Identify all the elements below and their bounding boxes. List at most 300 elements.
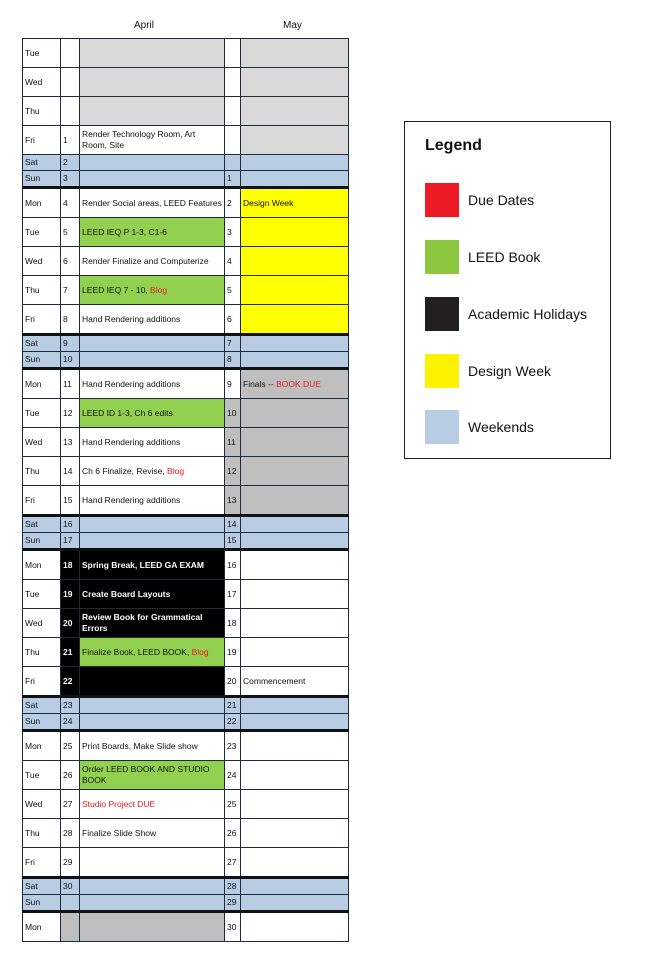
april-event bbox=[80, 638, 225, 667]
day-name-text: Thu bbox=[25, 465, 40, 476]
day-name-text: Wed bbox=[25, 76, 43, 87]
legend-box bbox=[404, 121, 611, 459]
may-date-text: 2 bbox=[227, 197, 232, 208]
may-event bbox=[241, 714, 349, 731]
may-date-text: 28 bbox=[227, 881, 237, 891]
day-name-text: Tue bbox=[25, 47, 40, 58]
day-name bbox=[23, 457, 61, 486]
calendar-row bbox=[23, 609, 349, 638]
may-date-text: 25 bbox=[227, 798, 237, 809]
day-name bbox=[23, 276, 61, 305]
april-event bbox=[80, 714, 225, 731]
legend-swatch bbox=[425, 240, 459, 274]
day-name bbox=[23, 761, 61, 790]
april-event-text: Review Book for Grammatical Errors bbox=[82, 612, 203, 633]
april-event bbox=[80, 848, 225, 878]
may-date-text: 5 bbox=[227, 284, 232, 295]
april-event-text: Hand Rendering additions bbox=[82, 313, 181, 324]
april-date bbox=[61, 638, 80, 667]
day-name-text: Sun bbox=[25, 173, 41, 183]
legend-label: LEED Book bbox=[468, 249, 541, 265]
day-name bbox=[23, 155, 61, 171]
day-name-text: Mon bbox=[25, 559, 42, 570]
legend-item bbox=[425, 410, 534, 444]
april-date-text: 26 bbox=[63, 769, 73, 780]
april-event bbox=[80, 912, 225, 942]
april-event-text: Ch 6 Finalize, Revise, bbox=[82, 465, 168, 476]
april-event bbox=[80, 97, 225, 126]
day-name-text: Sat bbox=[25, 519, 38, 529]
april-date bbox=[61, 714, 80, 731]
calendar-row bbox=[23, 428, 349, 457]
april-event-text: Finalize Slide Show bbox=[82, 827, 157, 838]
april-date bbox=[61, 516, 80, 533]
april-event bbox=[80, 428, 225, 457]
april-date bbox=[61, 486, 80, 516]
may-event bbox=[241, 580, 349, 609]
april-event-text: Finalize Book, LEED BOOK, bbox=[82, 646, 192, 657]
legend-label: Weekends bbox=[468, 419, 534, 435]
may-date-text: 14 bbox=[227, 519, 237, 529]
day-name-text: Thu bbox=[25, 284, 40, 295]
april-date-text: 28 bbox=[63, 827, 73, 838]
may-event bbox=[241, 638, 349, 667]
may-event bbox=[241, 609, 349, 638]
april-event-text: Order LEED BOOK AND STUDIO BOOK bbox=[82, 764, 210, 785]
may-date bbox=[225, 912, 241, 942]
may-header: May bbox=[283, 20, 302, 31]
calendar-row bbox=[23, 399, 349, 428]
april-event bbox=[80, 533, 225, 550]
april-date bbox=[61, 912, 80, 942]
april-event-highlight: Blog bbox=[167, 465, 185, 476]
april-date bbox=[61, 39, 80, 68]
may-date bbox=[225, 878, 241, 895]
april-date-text: 10 bbox=[63, 354, 73, 364]
calendar-row bbox=[23, 848, 349, 878]
day-name bbox=[23, 731, 61, 761]
day-name-text: Thu bbox=[25, 827, 40, 838]
may-date-text: 18 bbox=[227, 617, 237, 628]
may-date bbox=[225, 155, 241, 171]
day-name-text: Thu bbox=[25, 105, 40, 116]
may-event bbox=[241, 97, 349, 126]
calendar-row bbox=[23, 761, 349, 790]
april-date bbox=[61, 609, 80, 638]
april-event bbox=[80, 171, 225, 188]
calendar-row bbox=[23, 155, 349, 171]
may-event bbox=[241, 68, 349, 97]
may-date-text: 19 bbox=[227, 646, 237, 657]
day-name bbox=[23, 714, 61, 731]
calendar-row bbox=[23, 276, 349, 305]
legend-item bbox=[425, 354, 551, 388]
april-date-text: 8 bbox=[63, 313, 68, 324]
may-date bbox=[225, 667, 241, 697]
may-date bbox=[225, 335, 241, 352]
calendar-row bbox=[23, 39, 349, 68]
day-name bbox=[23, 428, 61, 457]
april-date-text: 4 bbox=[63, 197, 68, 208]
day-name-text: Sun bbox=[25, 897, 41, 907]
calendar-row bbox=[23, 697, 349, 714]
may-date-text: 1 bbox=[227, 173, 232, 183]
calendar-row bbox=[23, 97, 349, 126]
april-date-text: 11 bbox=[63, 378, 72, 389]
may-date bbox=[225, 188, 241, 218]
calendar-row bbox=[23, 305, 349, 335]
may-date bbox=[225, 550, 241, 580]
calendar-row bbox=[23, 550, 349, 580]
april-event-highlight: Studio Project DUE bbox=[82, 798, 156, 809]
april-event bbox=[80, 188, 225, 218]
may-event-text: Design Week bbox=[243, 197, 294, 208]
may-date bbox=[225, 895, 241, 912]
may-date-text: 16 bbox=[227, 559, 237, 570]
april-event-text: LEED IEQ 7 - 10, bbox=[82, 284, 151, 295]
day-name-text: Wed bbox=[25, 255, 43, 266]
april-event-text: Hand Rendering additions bbox=[82, 378, 181, 389]
april-event bbox=[80, 218, 225, 247]
may-date bbox=[225, 305, 241, 335]
day-name bbox=[23, 638, 61, 667]
may-event-text: Commencement bbox=[243, 675, 306, 686]
day-name bbox=[23, 895, 61, 912]
may-event bbox=[241, 126, 349, 155]
may-date bbox=[225, 97, 241, 126]
may-event bbox=[241, 697, 349, 714]
calendar-body bbox=[23, 39, 349, 942]
day-name-text: Sun bbox=[25, 354, 41, 364]
calendar-row bbox=[23, 68, 349, 97]
may-date bbox=[225, 819, 241, 848]
april-event bbox=[80, 550, 225, 580]
may-event bbox=[241, 486, 349, 516]
may-event bbox=[241, 761, 349, 790]
may-date bbox=[225, 276, 241, 305]
legend-label: Academic Holidays bbox=[468, 306, 588, 322]
april-event bbox=[80, 335, 225, 352]
may-event bbox=[241, 305, 349, 335]
may-event bbox=[241, 790, 349, 819]
calendar-row bbox=[23, 369, 349, 399]
may-date bbox=[225, 580, 241, 609]
may-date bbox=[225, 516, 241, 533]
april-date bbox=[61, 352, 80, 369]
day-name-text: Tue bbox=[25, 226, 40, 237]
april-event bbox=[80, 68, 225, 97]
day-name bbox=[23, 697, 61, 714]
legend-swatch bbox=[425, 297, 459, 331]
may-date bbox=[225, 790, 241, 819]
calendar-row bbox=[23, 352, 349, 369]
may-date-text: 15 bbox=[227, 535, 237, 545]
day-name-text: Wed bbox=[25, 436, 43, 447]
april-date-text: 2 bbox=[63, 157, 68, 167]
may-event bbox=[241, 276, 349, 305]
may-event bbox=[241, 667, 349, 697]
april-date bbox=[61, 171, 80, 188]
may-date bbox=[225, 731, 241, 761]
may-event bbox=[241, 247, 349, 276]
april-date-text: 17 bbox=[63, 535, 73, 545]
calendar-row bbox=[23, 533, 349, 550]
april-event bbox=[80, 580, 225, 609]
day-name bbox=[23, 533, 61, 550]
day-name bbox=[23, 305, 61, 335]
april-date bbox=[61, 848, 80, 878]
calendar-row bbox=[23, 580, 349, 609]
april-event-highlight: Blog bbox=[150, 284, 168, 295]
april-date-text: 21 bbox=[63, 646, 73, 657]
day-name bbox=[23, 819, 61, 848]
may-event-text: Finals -- bbox=[243, 378, 277, 389]
day-name bbox=[23, 790, 61, 819]
april-date-text: 27 bbox=[63, 798, 73, 809]
april-date bbox=[61, 218, 80, 247]
day-name-text: Tue bbox=[25, 407, 40, 418]
calendar-row bbox=[23, 714, 349, 731]
may-date bbox=[225, 609, 241, 638]
may-date-text: 27 bbox=[227, 856, 237, 867]
day-name bbox=[23, 609, 61, 638]
may-date bbox=[225, 126, 241, 155]
day-name bbox=[23, 39, 61, 68]
april-date-text: 9 bbox=[63, 338, 68, 348]
may-event bbox=[241, 399, 349, 428]
legend-title: Legend bbox=[425, 137, 482, 154]
april-event bbox=[80, 761, 225, 790]
may-event bbox=[241, 912, 349, 942]
april-date bbox=[61, 457, 80, 486]
april-date-text: 25 bbox=[63, 740, 73, 751]
may-event bbox=[241, 352, 349, 369]
may-event bbox=[241, 819, 349, 848]
day-name-text: Sat bbox=[25, 157, 38, 167]
april-date bbox=[61, 580, 80, 609]
may-date-text: 8 bbox=[227, 354, 232, 364]
april-date-text: 1 bbox=[63, 134, 68, 145]
day-name-text: Fri bbox=[25, 675, 35, 686]
april-event-text: Hand Rendering additions bbox=[82, 494, 181, 505]
april-event-text: Spring Break, LEED GA EXAM bbox=[82, 559, 205, 570]
day-name bbox=[23, 188, 61, 218]
legend-label: Design Week bbox=[468, 363, 552, 379]
april-date-text: 29 bbox=[63, 856, 73, 867]
april-event bbox=[80, 352, 225, 369]
may-date bbox=[225, 369, 241, 399]
day-name-text: Sat bbox=[25, 700, 38, 710]
calendar-row bbox=[23, 790, 349, 819]
day-name-text: Thu bbox=[25, 646, 40, 657]
day-name bbox=[23, 516, 61, 533]
april-date bbox=[61, 369, 80, 399]
may-date bbox=[225, 533, 241, 550]
day-name-text: Fri bbox=[25, 494, 35, 505]
calendar-row bbox=[23, 171, 349, 188]
may-date-text: 11 bbox=[227, 436, 236, 447]
april-event-text: Render Technology Room, Art Room, Site bbox=[82, 129, 196, 150]
may-event bbox=[241, 188, 349, 218]
april-date-text: 5 bbox=[63, 226, 68, 237]
may-date bbox=[225, 247, 241, 276]
april-date bbox=[61, 428, 80, 457]
day-name-text: Mon bbox=[25, 197, 42, 208]
may-event-highlight: BOOK DUE bbox=[276, 378, 321, 389]
april-event bbox=[80, 399, 225, 428]
april-date bbox=[61, 790, 80, 819]
april-date bbox=[61, 667, 80, 697]
may-event bbox=[241, 171, 349, 188]
april-event bbox=[80, 155, 225, 171]
may-date bbox=[225, 68, 241, 97]
day-name-text: Fri bbox=[25, 134, 35, 145]
april-event bbox=[80, 39, 225, 68]
day-name bbox=[23, 247, 61, 276]
april-date bbox=[61, 97, 80, 126]
may-date bbox=[225, 761, 241, 790]
day-name-text: Tue bbox=[25, 769, 40, 780]
april-date-text: 15 bbox=[63, 494, 73, 505]
may-date-text: 10 bbox=[227, 407, 237, 418]
legend-label: Due Dates bbox=[468, 192, 535, 208]
day-name bbox=[23, 912, 61, 942]
april-event-text: LEED ID 1-3, Ch 6 edits bbox=[82, 407, 173, 418]
day-name-text: Mon bbox=[25, 921, 42, 932]
april-date-text: 6 bbox=[63, 255, 68, 266]
may-event bbox=[241, 155, 349, 171]
day-name-text: Sat bbox=[25, 881, 38, 891]
calendar-row bbox=[23, 638, 349, 667]
day-name bbox=[23, 369, 61, 399]
calendar-row bbox=[23, 126, 349, 155]
legend-item bbox=[425, 183, 534, 217]
april-date bbox=[61, 276, 80, 305]
day-name-text: Fri bbox=[25, 313, 35, 324]
calendar-row bbox=[23, 457, 349, 486]
may-date bbox=[225, 39, 241, 68]
april-date-text: 13 bbox=[63, 436, 73, 447]
april-event bbox=[80, 369, 225, 399]
april-date bbox=[61, 399, 80, 428]
may-date-text: 23 bbox=[227, 740, 237, 751]
april-date bbox=[61, 731, 80, 761]
legend-swatch bbox=[425, 354, 459, 388]
may-event bbox=[241, 218, 349, 247]
calendar-row bbox=[23, 516, 349, 533]
april-date bbox=[61, 305, 80, 335]
legend-swatch bbox=[425, 410, 459, 444]
may-event bbox=[241, 848, 349, 878]
day-name-text: Mon bbox=[25, 378, 42, 389]
may-date-text: 17 bbox=[227, 588, 237, 599]
day-name bbox=[23, 352, 61, 369]
may-event bbox=[241, 457, 349, 486]
calendar-row bbox=[23, 878, 349, 895]
day-name bbox=[23, 878, 61, 895]
april-date bbox=[61, 335, 80, 352]
april-event bbox=[80, 878, 225, 895]
april-date-text: 3 bbox=[63, 173, 68, 183]
day-name bbox=[23, 97, 61, 126]
may-date-text: 24 bbox=[227, 769, 237, 780]
day-name bbox=[23, 399, 61, 428]
may-date-text: 6 bbox=[227, 313, 232, 324]
april-event bbox=[80, 457, 225, 486]
may-date-text: 30 bbox=[227, 921, 237, 932]
april-event-text: Create Board Layouts bbox=[82, 588, 171, 599]
april-event bbox=[80, 731, 225, 761]
day-name bbox=[23, 335, 61, 352]
day-name bbox=[23, 550, 61, 580]
april-date-text: 14 bbox=[63, 465, 73, 476]
may-date bbox=[225, 457, 241, 486]
may-date bbox=[225, 638, 241, 667]
may-event bbox=[241, 516, 349, 533]
may-date bbox=[225, 428, 241, 457]
april-date bbox=[61, 819, 80, 848]
april-date-text: 12 bbox=[63, 407, 73, 418]
april-event-highlight: Blog bbox=[191, 646, 209, 657]
calendar-row bbox=[23, 819, 349, 848]
april-date bbox=[61, 68, 80, 97]
may-date-text: 21 bbox=[227, 700, 237, 710]
april-date bbox=[61, 533, 80, 550]
day-name bbox=[23, 848, 61, 878]
calendar-table bbox=[22, 38, 349, 942]
may-date bbox=[225, 714, 241, 731]
april-date-text: 20 bbox=[63, 617, 73, 628]
april-date bbox=[61, 247, 80, 276]
day-name-text: Sun bbox=[25, 535, 41, 545]
day-name bbox=[23, 171, 61, 188]
april-date bbox=[61, 697, 80, 714]
april-date bbox=[61, 878, 80, 895]
april-event bbox=[80, 895, 225, 912]
april-date bbox=[61, 155, 80, 171]
may-date-text: 26 bbox=[227, 827, 237, 838]
may-date bbox=[225, 697, 241, 714]
legend-item bbox=[425, 297, 587, 331]
may-date bbox=[225, 352, 241, 369]
may-event bbox=[241, 533, 349, 550]
day-name bbox=[23, 580, 61, 609]
april-event-text: Print Boards, Make Slide show bbox=[82, 740, 198, 751]
may-date-text: 20 bbox=[227, 675, 237, 686]
may-event bbox=[241, 895, 349, 912]
april-date bbox=[61, 188, 80, 218]
may-event bbox=[241, 369, 349, 399]
april-event bbox=[80, 516, 225, 533]
april-date-text: 7 bbox=[63, 284, 68, 295]
april-date bbox=[61, 126, 80, 155]
calendar-row bbox=[23, 731, 349, 761]
may-date-text: 7 bbox=[227, 338, 232, 348]
may-date-text: 22 bbox=[227, 716, 237, 726]
april-date-text: 24 bbox=[63, 716, 73, 726]
may-event bbox=[241, 550, 349, 580]
may-event bbox=[241, 39, 349, 68]
calendar-row bbox=[23, 667, 349, 697]
may-event bbox=[241, 731, 349, 761]
may-date bbox=[225, 399, 241, 428]
april-date-text: 30 bbox=[63, 881, 73, 891]
day-name bbox=[23, 486, 61, 516]
day-name bbox=[23, 218, 61, 247]
legend-swatch bbox=[425, 183, 459, 217]
day-name-text: Tue bbox=[25, 588, 40, 599]
april-event bbox=[80, 790, 225, 819]
